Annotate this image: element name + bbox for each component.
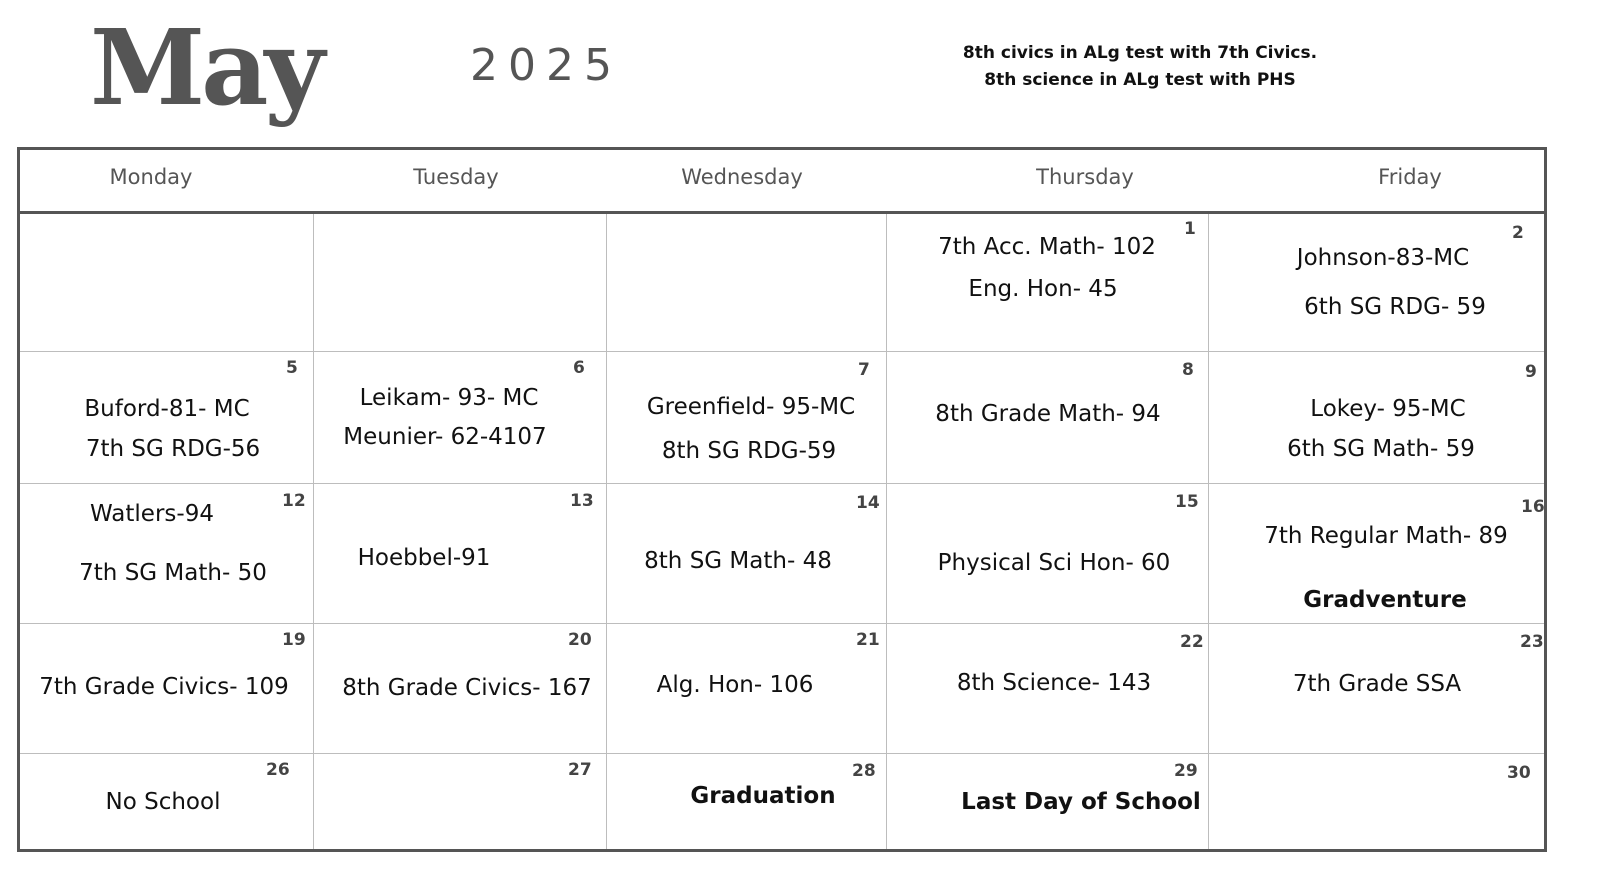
event-item: 7th Grade Civics- 109	[39, 674, 289, 700]
event-item-highlight: Last Day of School	[961, 789, 1201, 815]
event-item: No School	[105, 789, 221, 815]
note-line-1: 8th civics in ALg test with 7th Civics.	[962, 43, 1318, 63]
day-number: 2	[1512, 223, 1524, 243]
event-item: 8th SG Math- 48	[644, 548, 832, 574]
day-number: 8	[1182, 360, 1194, 380]
event-item: Watlers-94	[90, 501, 214, 527]
event-item: Johnson-83-MC	[1296, 245, 1470, 271]
month-title: May	[90, 6, 321, 129]
event-item: 8th Grade Math- 94	[935, 401, 1161, 427]
event-item: 8th Grade Civics- 167	[342, 675, 592, 701]
header-notes	[930, 40, 1350, 94]
day-number: 28	[852, 761, 876, 781]
day-number: 15	[1175, 492, 1199, 512]
year-title: 2025	[470, 40, 622, 91]
day-number: 6	[573, 358, 585, 378]
day-number: 9	[1525, 362, 1537, 382]
event-item: 7th SG RDG-56	[85, 436, 261, 462]
event-item: 7th Acc. Math- 102	[938, 234, 1156, 260]
day-number: 30	[1507, 763, 1531, 783]
day-number: 29	[1174, 761, 1198, 781]
event-item: Physical Sci Hon- 60	[937, 550, 1171, 576]
day-number: 13	[570, 491, 594, 511]
event-item: Greenfield- 95-MC	[646, 394, 856, 420]
event-item: Leikam- 93- MC	[359, 385, 539, 411]
day-number: 1	[1184, 219, 1196, 239]
weekday-friday: Friday	[1378, 165, 1442, 189]
event-item: 8th Science- 143	[956, 670, 1152, 696]
day-number: 16	[1521, 497, 1545, 517]
event-item: 7th Grade SSA	[1292, 671, 1462, 697]
event-item-highlight: Gradventure	[1303, 587, 1467, 613]
grid-divider	[20, 483, 1544, 484]
event-item: Eng. Hon- 45	[968, 276, 1118, 302]
day-number: 12	[282, 491, 306, 511]
event-item: 7th SG Math- 50	[79, 560, 267, 586]
weekday-tuesday: Tuesday	[413, 165, 499, 189]
weekday-header	[20, 150, 1544, 214]
event-item: Alg. Hon- 106	[656, 672, 814, 698]
note-line-2: 8th science in ALg test with PHS	[984, 70, 1296, 90]
event-item: 6th SG RDG- 59	[1304, 294, 1486, 320]
event-item: Hoebbel-91	[357, 545, 491, 571]
day-number: 5	[286, 358, 298, 378]
day-number: 14	[856, 493, 880, 513]
day-number: 21	[856, 630, 880, 650]
event-item: Buford-81- MC	[84, 396, 250, 422]
day-number: 19	[282, 630, 306, 650]
day-number: 7	[858, 360, 870, 380]
weekday-monday: Monday	[109, 165, 193, 189]
event-item: 6th SG Math- 59	[1287, 436, 1475, 462]
day-number: 27	[568, 760, 592, 780]
event-item: 7th Regular Math- 89	[1264, 523, 1508, 549]
day-number: 26	[266, 760, 290, 780]
grid-divider	[20, 351, 1544, 352]
event-item: Meunier- 62-4107	[343, 424, 547, 450]
event-item-highlight: Graduation	[690, 783, 836, 809]
grid-divider	[20, 753, 1544, 754]
weekday-wednesday: Wednesday	[681, 165, 803, 189]
event-item: 8th SG RDG-59	[661, 438, 837, 464]
calendar-grid	[17, 147, 1547, 852]
day-number: 23	[1520, 632, 1544, 652]
weekday-thursday: Thursday	[1036, 165, 1134, 189]
day-number: 20	[568, 630, 592, 650]
event-item: Lokey- 95-MC	[1310, 396, 1466, 422]
day-number: 22	[1180, 632, 1204, 652]
grid-divider	[20, 623, 1544, 624]
